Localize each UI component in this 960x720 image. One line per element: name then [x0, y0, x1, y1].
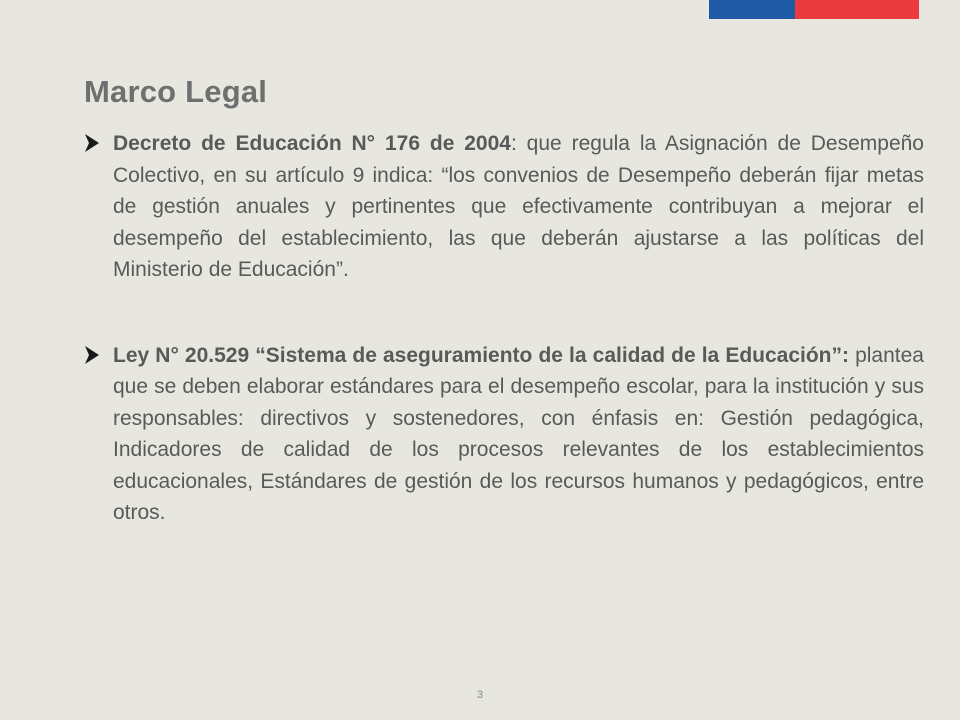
bullet-item-ley	[84, 340, 924, 529]
flag-red-stripe	[795, 0, 919, 19]
arrow-bullet-icon	[84, 345, 100, 365]
bullet-body-text: : que regula la Asignación de Desempeño Colectivo, en su artículo 9 indica: “los convenios de Desempeño deberán fijar metas de gestión anuales y pertinentes que efectivamente contribuyan a mejorar el desempeño del establecimiento, las que deberán ajustarse a las políticas del Ministerio de Educación”.	[113, 132, 924, 281]
page-number: 3	[476, 689, 484, 701]
bullet-lead-text: Decreto de Educación N° 176 de 2004	[113, 132, 511, 155]
flag-color-bar	[709, 0, 919, 19]
arrow-bullet-icon	[84, 133, 100, 153]
bullet-item-decreto	[84, 128, 924, 286]
bullet-body-text: plantea que se deben elaborar estándares para el desempeño escolar, para la institución y sus responsables: directivos y sostenedores, con énfasis en: Gestión pedagógica, Indicadores de calidad de los procesos relevantes de los establecimientos educacionales, Estándares de gestión de los recursos humanos y pedagógicos, entre otros.	[113, 343, 924, 524]
slide-title: Marco Legal	[84, 74, 268, 109]
bullet-list	[84, 128, 924, 529]
flag-blue-stripe	[709, 0, 795, 19]
bullet-lead-text: Ley N° 20.529 “Sistema de aseguramiento de la calidad de la Educación”:	[113, 343, 849, 367]
